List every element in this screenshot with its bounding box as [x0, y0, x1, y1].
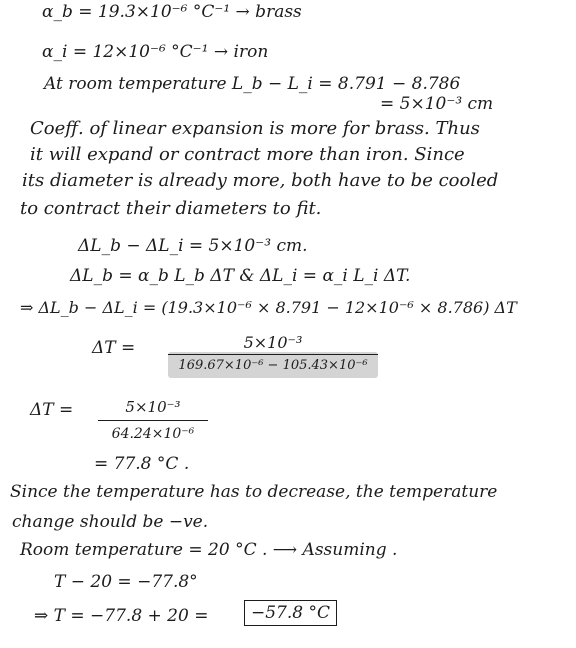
- fraction-2-denominator: 64.24×10⁻⁶: [111, 426, 195, 442]
- room-temperature-length-difference: At room temperature L_b − L_i = 8.791 − 8.786: [44, 74, 461, 94]
- fraction-2-bar: [98, 420, 208, 421]
- alpha-iron-line: α_i = 12×10⁻⁶ °C⁻¹ → iron: [42, 42, 269, 62]
- delta-t-result: = 77.8 °C .: [94, 454, 190, 474]
- fraction-2-numerator: 5×10⁻³: [125, 398, 181, 416]
- delta-length-expansion: ⇒ ΔL_b − ΔL_i = (19.3×10⁻⁶ × 8.791 − 12×10⁻⁶ × 8.786) ΔT: [20, 298, 517, 317]
- explanation-line-3: its diameter is already more, both have to be cooled: [22, 170, 499, 191]
- fraction-1-denominator: 169.67×10⁻⁶ − 105.43×10⁻⁶: [178, 358, 368, 373]
- fraction-1-bar: [168, 354, 378, 355]
- alpha-brass-line: α_b = 19.3×10⁻⁶ °C⁻¹ → brass: [42, 2, 302, 22]
- final-answer-box: −57.8 °C: [244, 600, 337, 626]
- final-temperature-equation: ⇒ T = −77.8 + 20 =: [34, 606, 209, 626]
- explanation-line-4: to contract their diameters to fit.: [20, 198, 322, 219]
- delta-length-difference: ΔL_b − ΔL_i = 5×10⁻³ cm.: [78, 236, 308, 256]
- delta-t-label-1: ΔT =: [92, 338, 136, 358]
- length-difference-value: = 5×10⁻³ cm: [380, 94, 494, 114]
- room-temperature-assumption: Room temperature = 20 °C . ⟶ Assuming .: [20, 540, 398, 560]
- delta-t-label-2: ΔT =: [30, 400, 74, 420]
- explanation-line-2: it will expand or contract more than iron. Since: [30, 144, 465, 165]
- fraction-1-numerator: 5×10⁻³: [243, 333, 303, 352]
- explanation-line-1: Coeff. of linear expansion is more for brass. Thus: [30, 118, 480, 139]
- delta-length-formulas: ΔL_b = α_b L_b ΔT & ΔL_i = α_i L_i ΔT.: [70, 266, 411, 286]
- temperature-equation: T − 20 = −77.8°: [54, 572, 198, 592]
- conclusion-line-1: Since the temperature has to decrease, the temperature: [10, 482, 498, 502]
- conclusion-line-2: change should be −ve.: [12, 512, 209, 532]
